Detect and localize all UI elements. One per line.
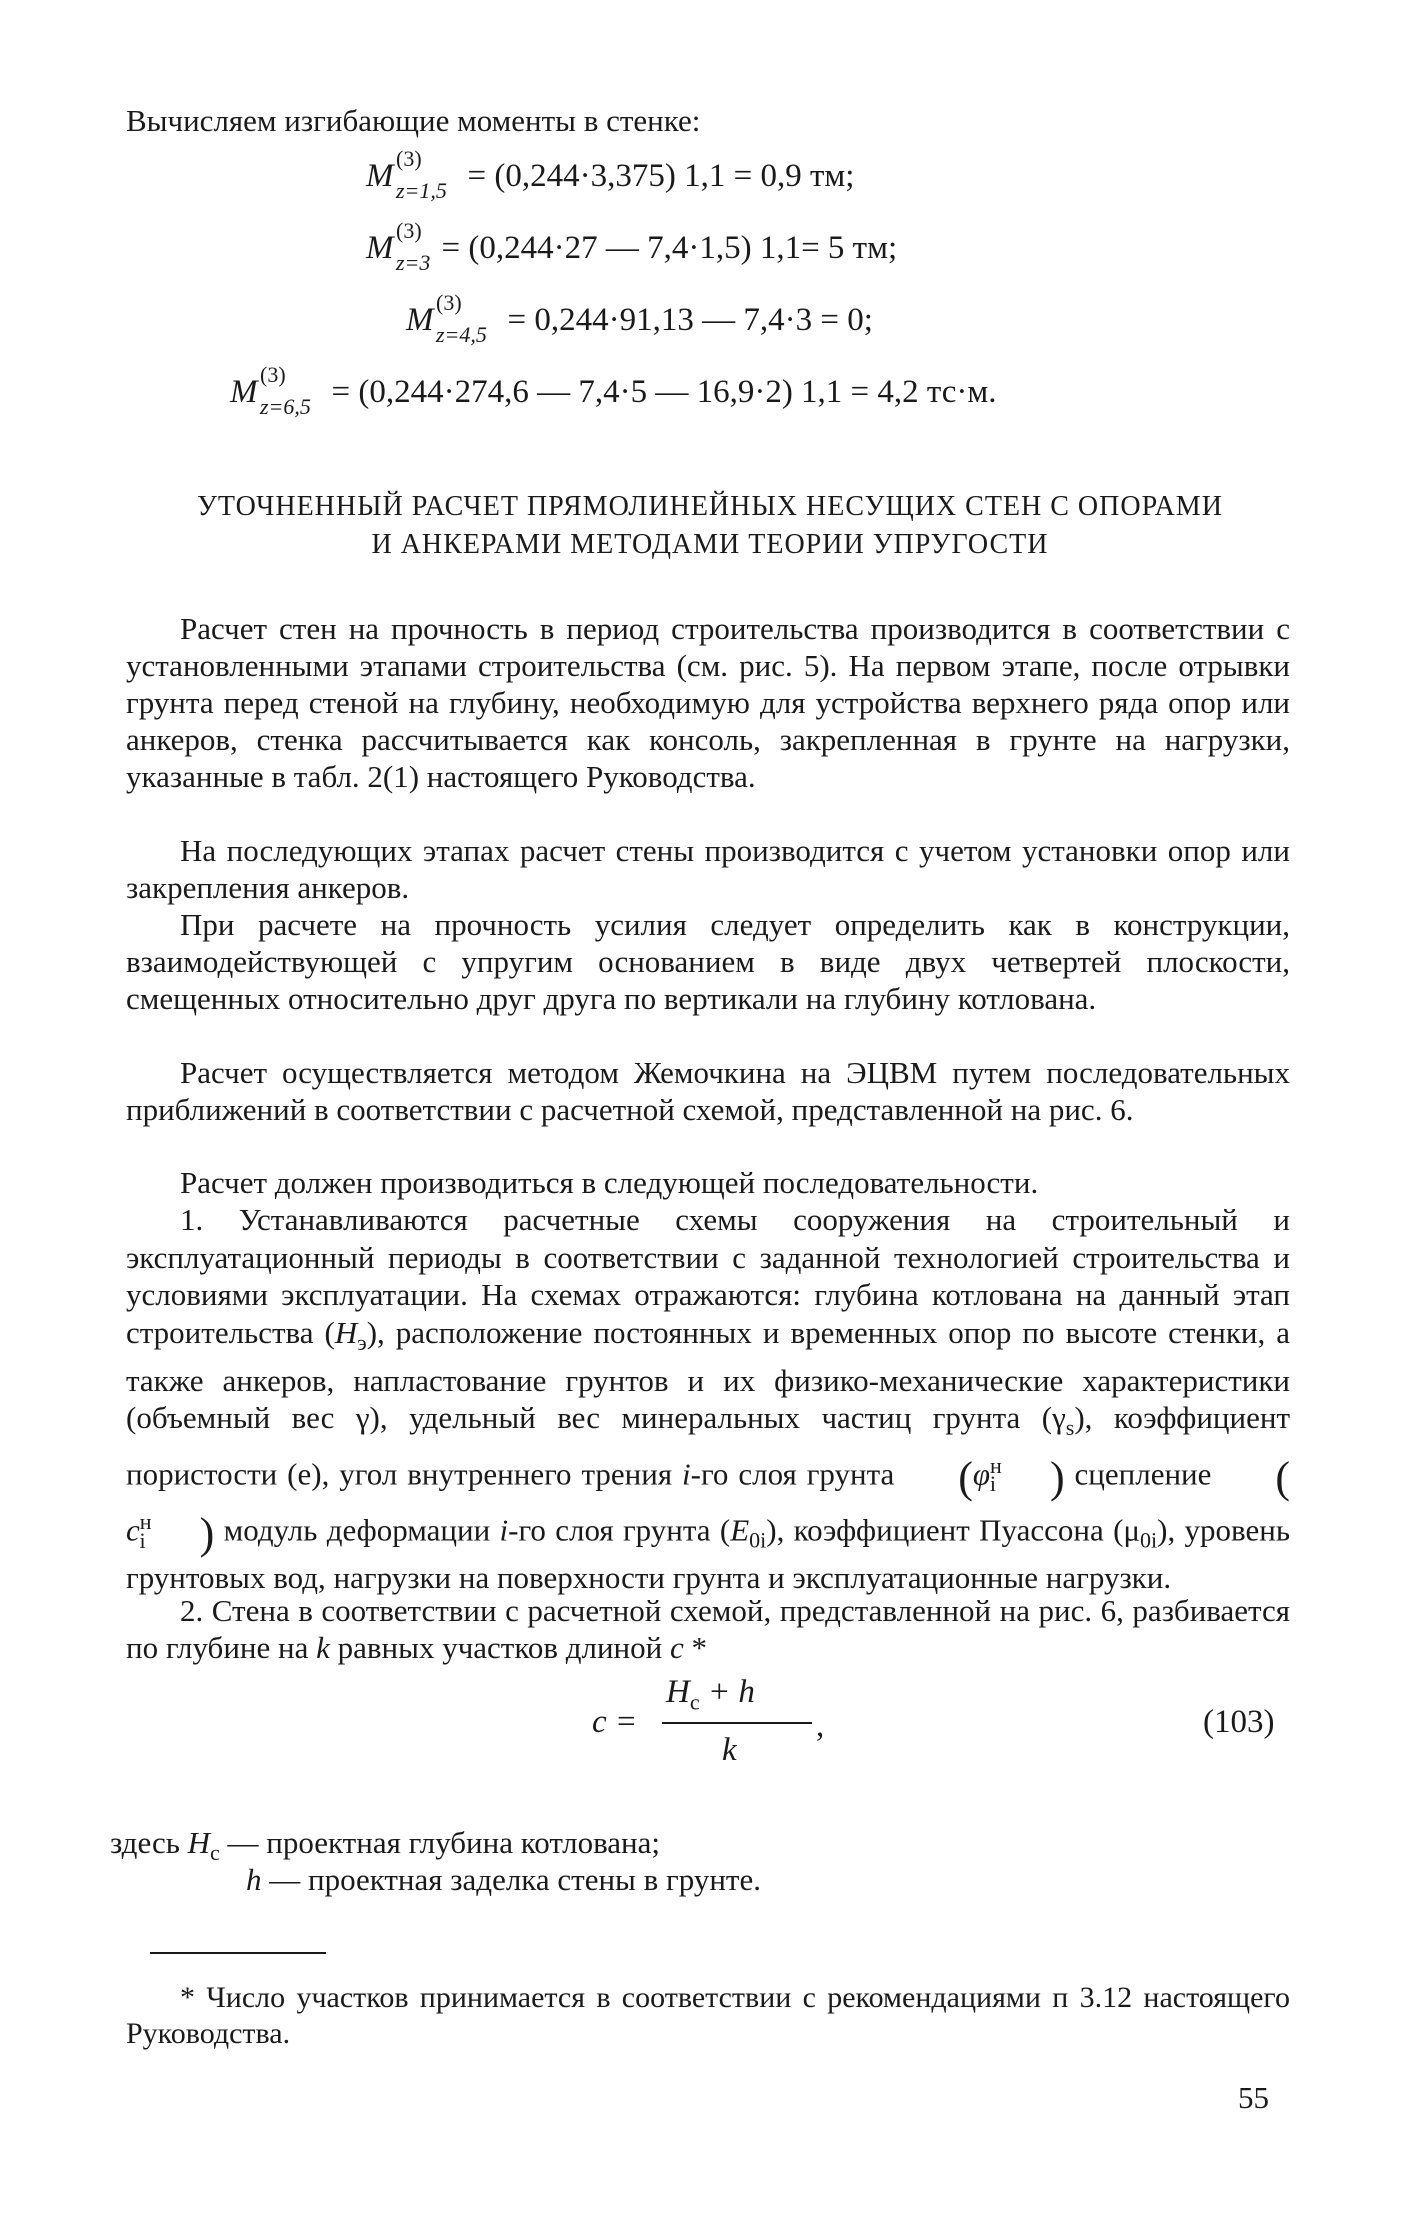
moment-symbol: M (3) z=6,5 xyxy=(230,362,311,419)
moment-symbol: M (3) z=4,5 xyxy=(406,290,487,347)
moment-equation-2 xyxy=(366,218,898,275)
formula-denominator: k xyxy=(722,1732,737,1768)
moment-equation-1 xyxy=(366,146,855,203)
paragraph-2: На последующих этапах расчет стены производится с учетом установки опор или закрепления анкеров. xyxy=(126,833,1290,905)
paragraph-3: При расчете на прочность усилия следует определить как в конструкции, взаимодействующей с упругим основанием в виде двух четвертей плоскости, смещенных относительно друг друга по вертикали на глубину котлована. xyxy=(126,907,1290,1016)
fraction-bar xyxy=(662,1722,812,1724)
intro-text: Вычисляем изгибающие моменты в стенке: xyxy=(126,103,701,138)
formula-comma: , xyxy=(816,1708,825,1744)
where-clause-2: h — проектная заделка стены в грунте. xyxy=(246,1862,761,1897)
footnote-rule xyxy=(150,1952,326,1954)
paragraph-5: Расчет должен производиться в следующей последовательности. xyxy=(180,1165,1039,1200)
where-clause-1: здесь $H_c$ — проектная глубина котлована; xyxy=(110,1825,661,1866)
formula-lhs: c = xyxy=(592,1704,638,1740)
section-heading-line-1: УТОЧНЕННЫЙ РАСЧЕТ ПРЯМОЛИНЕЙНЫХ НЕСУЩИХ СТЕН С ОПОРАМИ xyxy=(197,491,1223,522)
paragraph-4: Расчет осуществляется методом Жемочкина на ЭЦВМ путем последовательных приближений в соответствии с расчетной схемой, представленной на рис. 6. xyxy=(126,1055,1290,1127)
list-item-2: 2. Стена в соответствии с расчетной схемой, представленной на рис. 6, разбивается по глубине на k равных участков длиной c * xyxy=(126,1593,1290,1665)
moment-equation-3 xyxy=(406,290,873,347)
list-item-1: 1. Устанавливаются расчетные схемы сооружения на строительный и эксплуатационный периоды в соответствии с заданной технологией строительства и условиями эксплуатации. На схемах отражаются: глубина котлована на данный этап строительства $(H_э)$, расположение постоянных и временных опор по высоте стенки, а также анкеров, напластование грунтов и их физико-механические характеристики (объемный вес γ), удельный вес минеральных частиц грунта $(\gamma_s)$, коэффициент пористости (е), угол внутреннего трения i-го слоя грунта ($\varphi^н_i$ ) сцепление ($c^н_i$ ) модуль деформации i-го слоя грунта $(E_{0i})$, коэффициент Пуассона $(\mu_{0i})$, уровень грунтовых вод, нагрузки на поверхности грунта и эксплуатационные нагрузки. xyxy=(126,1202,1291,1596)
moment-equation-2-rest: = (0,244·27 — 7,4·1,5) 1,1= 5 тм; xyxy=(441,230,898,266)
moment-symbol: M (3) z=3 xyxy=(366,218,431,275)
footnote: * Число участков принимается в соответствии с рекомендациями п 3.12 настоящего Руководства. xyxy=(126,1981,1290,2050)
moment-equation-4-rest: = (0,244·274,6 — 7,4·5 — 16,9·2) 1,1 = 4,2 тс·м. xyxy=(331,374,997,410)
page-number: 55 xyxy=(1238,2080,1269,2115)
section-heading-line-2: И АНКЕРАМИ МЕТОДАМИ ТЕОРИИ УПРУГОСТИ xyxy=(371,529,1049,560)
moment-symbol: M (3) z=1,5 xyxy=(366,146,447,203)
equation-number: (103) xyxy=(1203,1704,1275,1740)
moment-equation-3-rest: = 0,244·91,13 — 7,4·3 = 0; xyxy=(507,302,873,338)
moment-equation-1-rest: = (0,244·3,375) 1,1 = 0,9 тм; xyxy=(467,158,855,194)
moment-equation-4 xyxy=(230,362,997,419)
paragraph-1: Расчет стен на прочность в период строительства производится в соответствии с установленными этапами строительства (см. рис. 5). На первом этапе, после отрывки грунта перед стеной на глубину, необходимую для устройства верхнего ряда опор или анкеров, стенка рассчитывается как консоль, закрепленная в грунте на нагрузки, указанные в табл. 2(1) настоящего Руководства. xyxy=(126,611,1290,794)
formula-numerator: $H_c + h$ xyxy=(666,1674,755,1715)
